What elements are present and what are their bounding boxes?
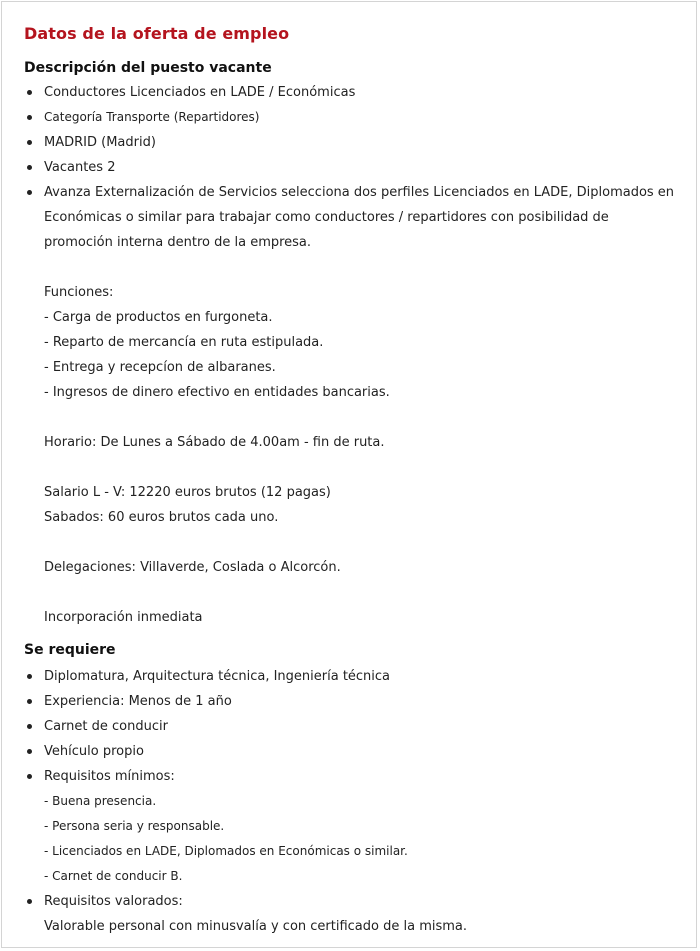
requirement-item: Carnet de conducir: [44, 719, 168, 734]
bullet-icon: [27, 774, 32, 779]
function-item: - Ingresos de dinero efectivo en entidades bancarias.: [44, 385, 390, 400]
function-item: - Entrega y recepcíon de albaranes.: [44, 360, 276, 375]
offer-title: Datos de la oferta de empleo: [24, 24, 290, 43]
description-heading: Descripción del puesto vacante: [24, 60, 272, 76]
valued-requirements-label: Requisitos valorados:: [44, 894, 183, 909]
bullet-icon: [27, 90, 32, 95]
schedule-text: Horario: De Lunes a Sábado de 4.00am - fin de ruta.: [44, 435, 385, 450]
bullet-icon: [27, 674, 32, 679]
requirement-item: Vehículo propio: [44, 744, 144, 759]
valued-requirements-text: Valorable personal con minusvalía y con certificado de la misma.: [44, 919, 468, 934]
requirement-item: Diplomatura, Arquitectura técnica, Ingeniería técnica: [44, 669, 391, 684]
function-item: - Carga de productos en furgoneta.: [44, 310, 273, 325]
list-item: Conductores Licenciados en LADE / Económicas: [44, 85, 356, 100]
salary-weekdays-text: Salario L - V: 12220 euros brutos (12 pagas): [44, 485, 331, 500]
minimum-requirement-item: - Licenciados en LADE, Diplomados en Económicas o similar.: [44, 844, 408, 858]
salary-saturdays-text: Sabados: 60 euros brutos cada uno.: [44, 510, 279, 525]
list-item: Vacantes 2: [44, 160, 116, 175]
function-item: - Reparto de mercancía en ruta estipulada.: [44, 335, 324, 350]
bullet-icon: [27, 165, 32, 170]
bullet-icon: [27, 899, 32, 904]
bullet-icon: [27, 140, 32, 145]
minimum-requirement-item: - Buena presencia.: [44, 794, 157, 808]
functions-label: Funciones:: [44, 285, 114, 300]
list-item: MADRID (Madrid): [44, 135, 156, 150]
offices-text: Delegaciones: Villaverde, Coslada o Alcorcón.: [44, 560, 341, 575]
requirement-item: Requisitos mínimos:: [44, 769, 175, 784]
bullet-icon: [27, 699, 32, 704]
job-offer-panel: [1, 1, 697, 948]
offer-intro-text: Avanza Externalización de Servicios selecciona dos perfiles Licenciados en LADE, Diplomados en Económicas o similar para trabajar como conductores / repartidores con posibilidad de promoción interna dentro de la empresa.: [44, 185, 675, 250]
minimum-requirement-item: - Carnet de conducir B.: [44, 869, 183, 883]
list-item: Categoría Transporte (Repartidores): [44, 110, 260, 124]
start-text: Incorporación inmediata: [44, 610, 203, 625]
bullet-icon: [27, 749, 32, 754]
bullet-icon: [27, 724, 32, 729]
minimum-requirement-item: - Persona seria y responsable.: [44, 819, 225, 833]
requirements-heading: Se requiere: [24, 642, 116, 658]
requirement-item: Experiencia: Menos de 1 año: [44, 694, 232, 709]
bullet-icon: [27, 115, 32, 120]
bullet-icon: [27, 190, 32, 195]
